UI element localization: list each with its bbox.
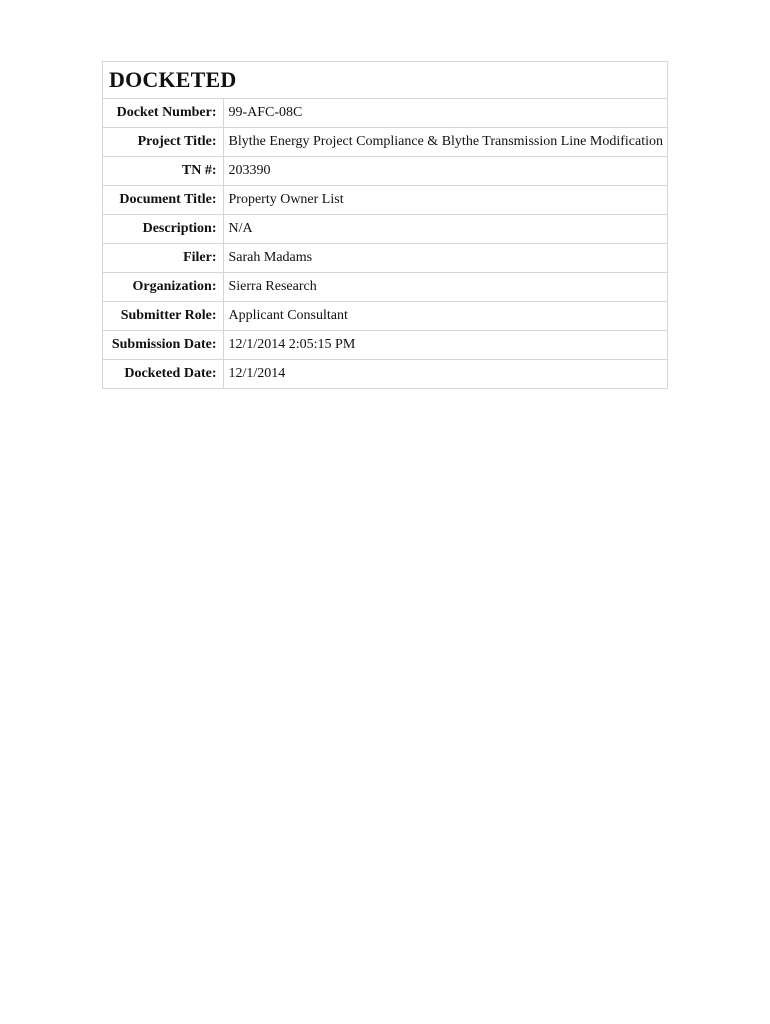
row-description: [103, 215, 667, 244]
row-filer: [103, 244, 667, 273]
row-submission-date: [103, 331, 667, 360]
submitter-role-value: Applicant Consultant: [223, 302, 667, 331]
docket-number-value: 99-AFC-08C: [223, 99, 667, 128]
tn-number-label: TN #:: [103, 157, 223, 186]
docketed-heading: DOCKETED: [103, 62, 667, 99]
row-docket-number: [103, 99, 667, 128]
organization-value: Sierra Research: [223, 273, 667, 302]
docketed-date-value: 12/1/2014: [228, 366, 286, 381]
row-tn-number: [103, 157, 667, 186]
tn-number-value: 203390: [223, 157, 667, 186]
submission-date-value: 12/1/2014 2:05:15 PM: [223, 331, 667, 360]
row-submitter-role: [103, 302, 667, 331]
filer-value: Sarah Madams: [223, 244, 667, 273]
project-title-value: Blythe Energy Project Compliance & Blythe Transmission Line Modification: [223, 128, 667, 157]
row-project-title: [103, 128, 667, 157]
docket-number-label: Docket Number:: [103, 99, 223, 128]
row-docketed-date: [103, 360, 667, 389]
docket-cover-box: [102, 61, 668, 389]
row-organization: [103, 273, 667, 302]
document-title-value: Property Owner List: [223, 186, 667, 215]
docketed-date-label: Docketed Date:: [103, 360, 223, 389]
organization-label: Organization:: [103, 273, 223, 302]
document-title-label: Document Title:: [103, 186, 223, 215]
submitter-role-label: Submitter Role:: [103, 302, 223, 331]
row-document-title: [103, 186, 667, 215]
project-title-label: Project Title:: [103, 128, 223, 157]
filer-label: Filer:: [103, 244, 223, 273]
docket-info-table: [103, 99, 667, 388]
description-label: Description:: [103, 215, 223, 244]
description-value: N/A: [223, 215, 667, 244]
submission-date-label: Submission Date:: [103, 331, 223, 360]
